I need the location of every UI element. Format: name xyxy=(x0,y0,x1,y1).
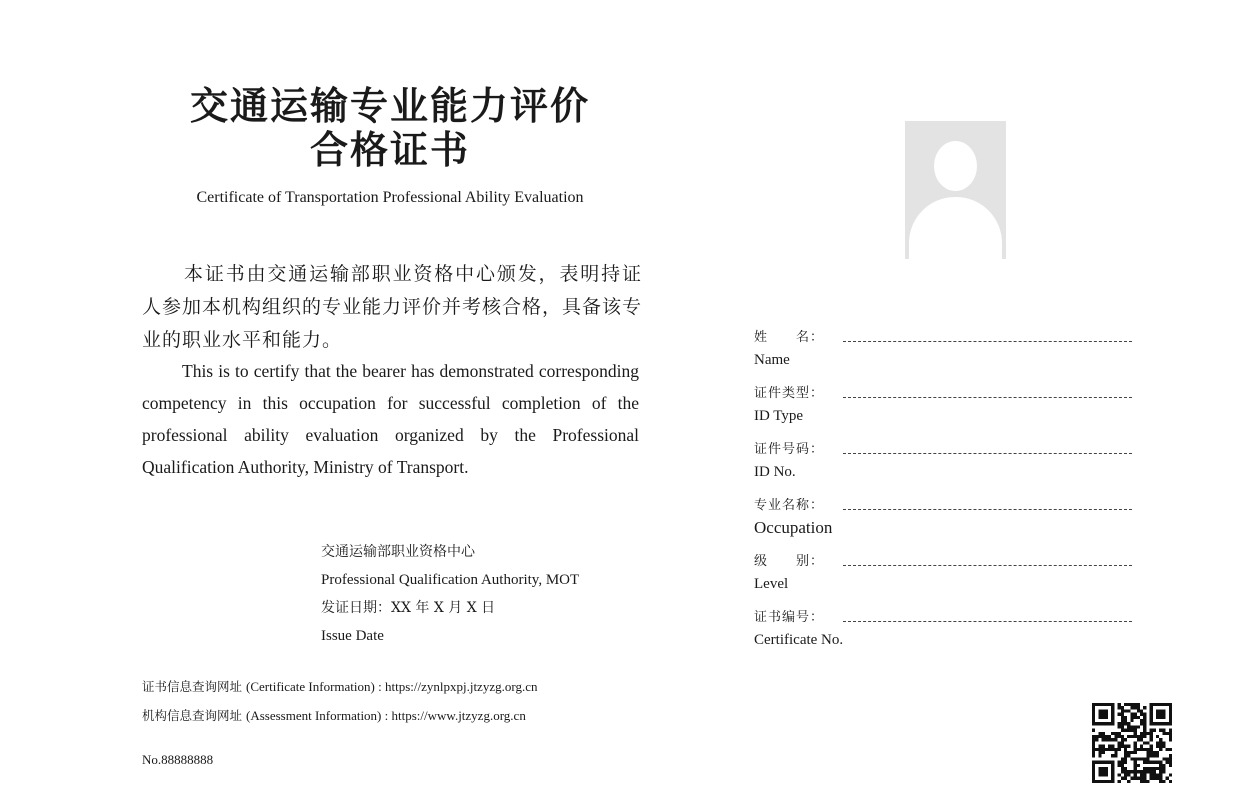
field-blank-line xyxy=(843,453,1132,454)
field-certificate-number xyxy=(754,606,1134,662)
issuer-name-en: Professional Qualification Authority, MOT xyxy=(321,572,580,588)
field-id-type xyxy=(754,382,1134,438)
field-name xyxy=(754,326,1134,382)
field-label-en: Level xyxy=(754,576,789,592)
statement-chinese: 本证书由交通运输部职业资格中心颁发，表明持证人参加本机构组织的专业能力评价并考核合格，具备该专业的职业水平和能力。 xyxy=(142,263,643,351)
field-blank-line xyxy=(843,621,1132,622)
assessment-info-line xyxy=(142,701,537,730)
field-label-en: Occupation xyxy=(754,518,833,537)
certificate-title-line1: 交通运输专业能力评价 xyxy=(189,83,590,128)
assessment-info-label-cn: 机构信息查询网址 xyxy=(142,708,243,723)
field-level xyxy=(754,550,1134,606)
qr-code-icon xyxy=(1092,703,1172,783)
field-label-cn: 专业名称： xyxy=(754,498,825,513)
field-label-cn: 证件号码： xyxy=(754,442,825,457)
field-label-cn: 证书编号： xyxy=(754,610,825,625)
footer-links xyxy=(142,672,537,730)
field-occupation xyxy=(754,494,1134,550)
field-label-cn: 级 别： xyxy=(754,554,825,569)
field-label-cn: 姓 名： xyxy=(754,330,825,345)
certificate-title xyxy=(150,84,630,172)
field-blank-line xyxy=(843,565,1132,566)
certificate-title-english: Certificate of Transportation Professional Ability Evaluation xyxy=(196,189,584,206)
certificate-title-line2: 合格证书 xyxy=(309,127,470,172)
statement-english: This is to certify that the bearer has demonstrated corresponding competency in this occupation for successful completion of the professional ability evaluation organized by the Professional Qualification Authority, Ministry of Transport. xyxy=(142,361,639,477)
issuer-name-cn: 交通运输部职业资格中心 xyxy=(321,544,475,560)
field-label-en: Name xyxy=(754,352,790,368)
field-blank-line xyxy=(843,341,1132,342)
certificate-info-line xyxy=(142,672,537,701)
field-blank-line xyxy=(843,397,1132,398)
issue-date-en: Issue Date xyxy=(321,628,384,644)
serial-number: No.88888888 xyxy=(142,752,214,767)
field-label-en: ID Type xyxy=(754,408,804,424)
field-label-en: Certificate No. xyxy=(754,632,844,648)
field-label-en: ID No. xyxy=(754,464,796,480)
certificate-info-url[interactable]: (Certificate Information) : https://zynlpxpj.jtzyzg.org.cn xyxy=(246,679,538,694)
field-id-number xyxy=(754,438,1134,494)
certificate-info-label-cn: 证书信息查询网址 xyxy=(142,679,243,694)
assessment-info-url[interactable]: (Assessment Information) : https://www.jtzyzg.org.cn xyxy=(246,708,526,723)
field-blank-line xyxy=(843,509,1132,510)
issue-date-cn: 发证日期：XX 年 X 月 X 日 xyxy=(321,600,496,616)
field-label-cn: 证件类型： xyxy=(754,386,825,401)
issuer-block xyxy=(321,538,579,650)
person-silhouette-icon xyxy=(905,121,1006,259)
